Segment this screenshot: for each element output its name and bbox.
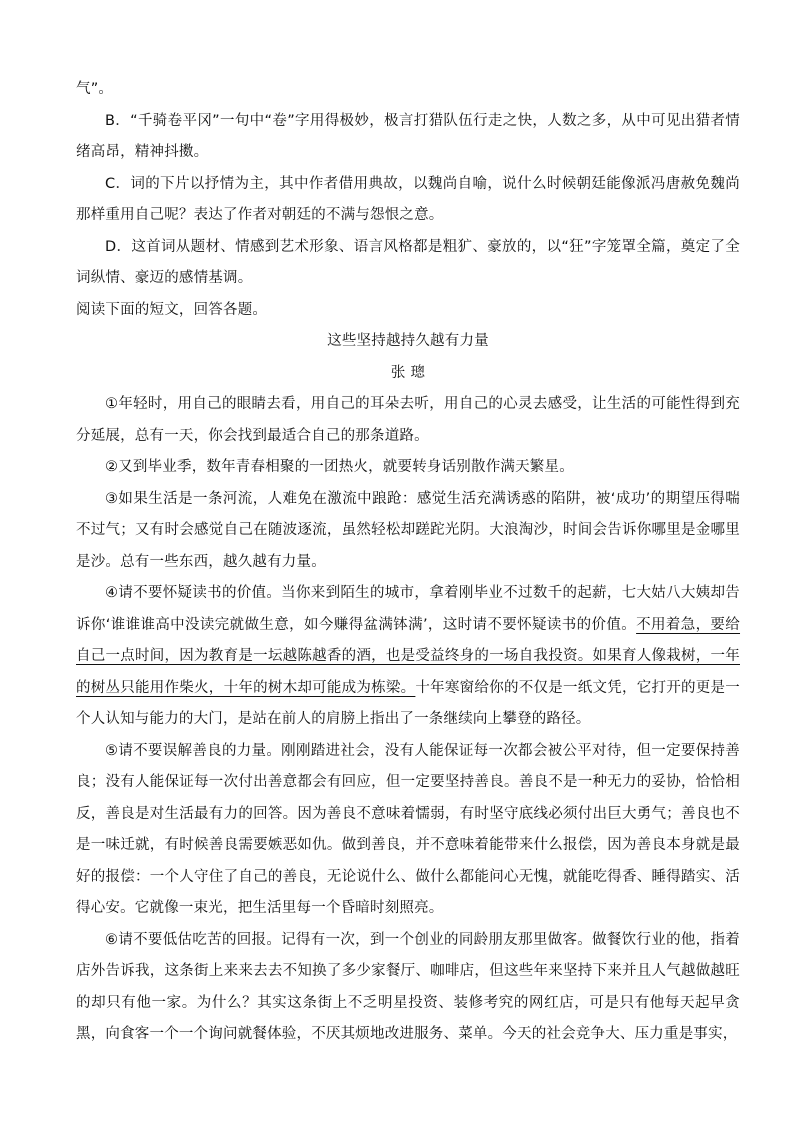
paragraph-text: 请不要误解善良的力量。刚刚踏进社会，没有人能保证每一次都会被公平对待，但一定要保持善良；没有人能保证每一次付出善意都会有回应，但一定要坚持善良。善良不是一种无力的妥协，恰恰相反，善良是对生活最有力的回答。因为善良不意味着懦弱，有时坚守底线必须付出巨大勇气；善良也不是一味迁就，有时候善良需要嫉恶如仇。做到善良，并不意味着能带来什么报偿，因为善良本身就是最好的报偿：一个人守住了自己的善良，无论说什么、做什么都能问心无愧，就能吃得香、睡得踏实、活得心安。它就像一束光，把生活里每一个昏暗时刻照亮。 [76,742,740,916]
paragraph-text: 请不要低估吃苦的回报。记得有一次，到一个创业的同龄朋友那里做客。做餐饮行业的他，指着店外告诉我，这条街上来来去去不知换了多少家餐厅、咖啡店，但这些年来坚持下来并且人气越做越旺的却只有他一家。为什么？其实这条街上不乏明星投资、装修考究的网红店，可是只有他每天起早贪黑，向食客一个一个询问就餐体验，不厌其烦地改进服务、菜单。今天的社会竞争大、压力重是事实， [76,931,740,1042]
article-paragraph-1 [76,389,740,452]
paragraph-number: ② [105,459,119,475]
paragraph-number: ③ [105,490,119,507]
option-text: 这首词从题材、情感到艺术形象、语言风格都是粗犷、豪放的，以“狂”字笼罩全篇，奠定了全词纵情、豪迈的感情基调。 [76,238,740,286]
reading-instruction: 阅读下面的短文，回答各题。 [76,301,268,318]
option-letter: B． [105,112,131,129]
option-text: 词的下片以抒情为主，其中作者借用典故，以魏尚自喻，说什么时候朝廷能像派冯唐赦免魏尚那样重用自己呢？表达了作者对朝廷的不满与怨恨之意。 [76,175,740,223]
paragraph-text: 又到毕业季，数年青春相聚的一团热火，就要转身话别散作满天繁星。 [118,459,574,475]
document-page [76,74,740,1051]
paragraph-text: 请不要怀疑读书的价值。当你来到陌生的城市，拿着刚毕业不过数千的起薪，七大姑八大姨却告诉你‘谁谁谁高中没读完就做生意，如今赚得盆满钵满’，这时请不要怀疑读书的价值。 [76,585,740,633]
article-title: 这些坚持越持久越有力量 [327,333,489,349]
article-author: 张 璁 [390,364,426,381]
option-text: “千骑卷平冈”一句中“卷”字用得极妙，极言打猎队伍行走之快，人数之多，从中可见出猎者情绪高昂，精神抖擞。 [76,112,740,160]
article-paragraph-6 [76,925,740,1051]
option-b [76,106,740,169]
underlined-passage: 不用着急，要给自己一点时间，因为教育是一坛越陈越香的酒，也是受益终身的一场自我投资。如果育人像栽树，一年的树丛只能用作柴火，十年的树木却可能成为栋梁。 [76,616,741,696]
article-paragraph-4 [76,578,740,736]
paragraph-number: ⑥ [105,931,119,948]
paragraph-text: 年轻时，用自己的眼睛去看，用自己的耳朵去听，用自己的心灵去感受，让生活的可能性得到充分延展，总有一天，你会找到最适合自己的那条道路。 [76,396,740,444]
paragraph-number: ① [105,396,119,412]
paragraph-number: ⑤ [105,742,119,759]
option-d [76,232,740,295]
option-letter: D． [105,238,132,255]
paragraph-text: 如果生活是一条河流，人难免在激流中踉跄：感觉生活充满诱惑的陷阱，被‘成功’的期望压得喘不过气；又有时会感觉自己在随波逐流，虽然轻松却蹉跎光阴。大浪淘沙，时间会告诉你哪里是金哪里是沙。总有一些东西，越久越有力量。 [76,490,740,570]
article-paragraph-3 [76,484,740,579]
option-c [76,169,740,232]
article-paragraph-2 [76,452,740,484]
paragraph-number: ④ [105,585,119,601]
top-fragment: 气”。 [76,81,114,97]
option-letter: C． [105,175,131,192]
paragraph-text: 十年寒窗给你的不仅是一纸文凭，它打开的更是一个人认知与能力的大门，是站在前人的肩膀上指出了一条继续向上攀登的路径。 [76,679,740,727]
article-paragraph-5 [76,736,740,925]
